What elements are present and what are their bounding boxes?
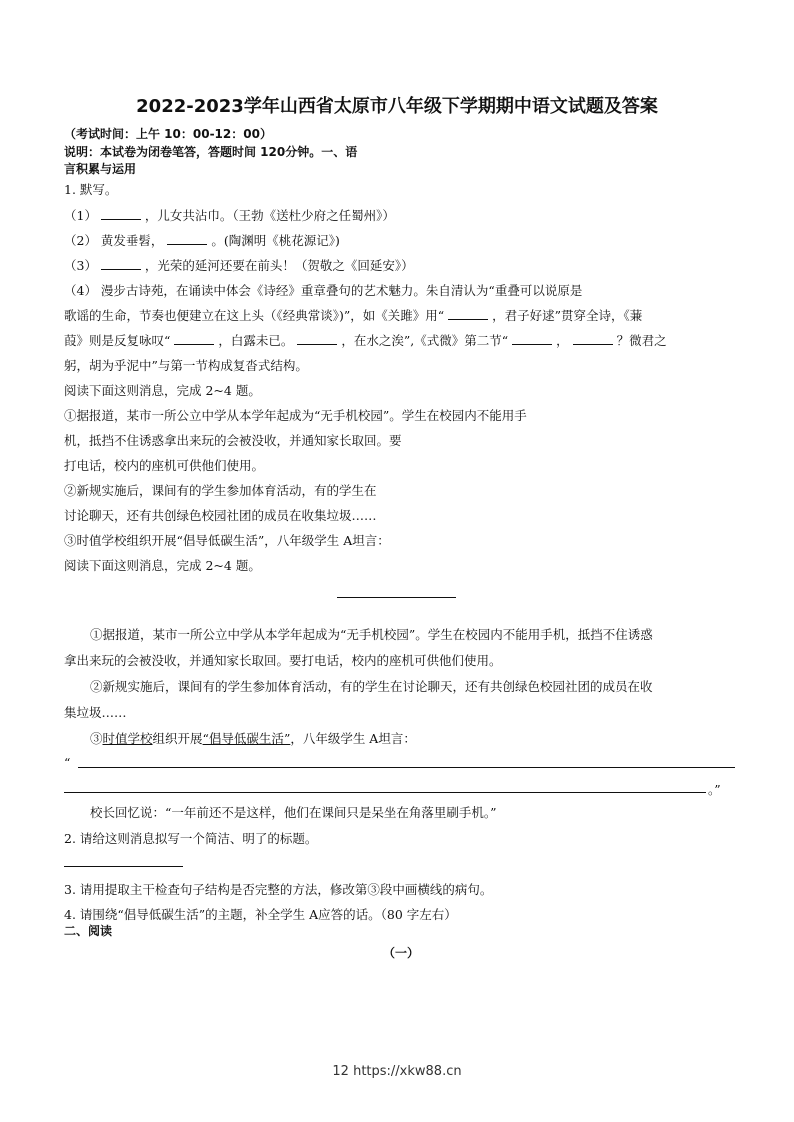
paragraph-1-line-1: ①据报道，某市一所公立中学从本学年起成为“无手机校园”。学生在校园内不能用手 [64,408,527,423]
question-1-item-4-line-4: 躬，胡为乎泥中”与第一节构成复沓式结构。 [64,358,308,373]
question-2: 2. 请给这则消息拟写一个简洁、明了的标题。 [64,831,318,846]
question-1-item-4-line-1: （4） 漫步古诗苑，在诵读中体会《诗经》重章叠句的艺术魅力。朱自清认为“重叠可以说原是 [64,283,583,298]
question-1-item-3 [64,256,414,274]
paragraph-3-line-1: ③时值学校组织开展“倡导低碳生活”，八年级学生 A坦言： [64,533,390,548]
item-2-prefix: （2） 黄发垂髫， [64,233,164,248]
item-3-prefix: （3） [64,258,97,273]
item-4-text: ，君子好逑”贯穿全诗，《蒹 [492,308,643,323]
question-1-item-2 [64,231,340,249]
item-2-suffix: 。(陶渊明《桃花源记》) [211,233,340,248]
question-1-head: 1. 默写。 [64,182,118,197]
item-4-text: ？微君之 [616,333,667,348]
item-4-text: ，在水之涘”,《式微》第二节“ [341,333,509,348]
section-2-heading: 二、阅读 [64,924,113,938]
page-title: 2022-2023学年山西省太原市八年级下学期期中语文试题及答案 [136,96,658,117]
question-1-item-4-line-3 [64,331,667,349]
exam-time: （考试时间：上午 10：00-12：00） [64,127,272,141]
reading-intro: 阅读下面这则消息，完成 2~4 题。 [64,383,261,398]
answer-line-2[interactable] [64,792,706,793]
item-1-suffix: ，儿女共沾巾。（王勃《送杜少府之任蜀州》） [144,208,395,223]
fill-blank[interactable] [573,332,613,345]
paragraph-3-text: ，八年级学生 A坦言： [290,731,416,746]
body-paragraph-3 [90,729,416,747]
item-1-prefix: （1） [64,208,97,223]
page-footer: 12 https://xkw88.cn [332,1064,462,1079]
paragraph-1-line-2: 机，抵挡不住诱惑拿出来玩的会被没收，并通知家长取回。要 [64,433,402,448]
item-4-text: 葭》则是反复咏叹“ [64,333,171,348]
close-quote: 。” [708,782,721,797]
question-4: 4. 请围绕“倡导低碳生活”的主题，补全学生 A应答的话。（80 字左右） [64,907,457,922]
item-4-text: 歌谣的生命，节奏也便建立在这上头（《经典常谈》)”，如《关雎》用“ [64,308,445,323]
underlined-phrase: 时值学校 [102,731,153,746]
paragraph-1-line-3: 打电话，校内的座机可供他们使用。 [64,458,265,473]
question-1-item-4-line-2 [64,306,642,324]
open-quote: “ [64,755,71,770]
item-3-suffix: ，光荣的延河还要在前头！（贺敬之《回延安》） [144,258,414,273]
body-paragraph-1-line-2: 拿出来玩的会被没收，并通知家长取回。要打电话，校内的座机可供他们使用。 [64,653,502,668]
fill-blank[interactable] [448,307,488,320]
exam-note-line-1: 说明：本试卷为闭卷笔答，答题时间 120分钟。一、语 [64,145,358,159]
fill-blank[interactable] [167,232,207,245]
answer-line-1[interactable] [78,767,735,768]
paragraph-2-line-2: 讨论聊天，还有共创绿色校园社团的成员在收集垃圾…… [64,508,377,523]
headline-answer-line[interactable] [337,597,456,598]
body-paragraph-1-line-1: ①据报道，某市一所公立中学从本学年起成为“无手机校园”。学生在校园内不能用手机，抵挡不住诱惑 [90,627,653,642]
fill-blank[interactable] [101,207,141,220]
question-3: 3. 请用提取主干检查句子结构是否完整的方法，修改第③段中画横线的病句。 [64,882,493,897]
fill-blank[interactable] [101,257,141,270]
question-2-answer-line[interactable] [64,866,183,867]
body-paragraph-2-line-2: 集垃圾…… [64,705,127,720]
principal-quote: 校长回忆说：“一年前还不是这样，他们在课间只是呆坐在角落里刷手机。” [90,805,497,820]
paragraph-2-line-1: ②新规实施后，课间有的学生参加体育活动，有的学生在 [64,483,377,498]
underlined-phrase: “倡导低碳生活” [202,731,291,746]
fill-blank[interactable] [512,332,552,345]
section-2-subheading: （一） [383,946,420,960]
item-4-text: ，白露未已。 [218,333,294,348]
item-4-text: ， [556,333,569,348]
fill-blank[interactable] [174,332,214,345]
reading-intro-repeat: 阅读下面这则消息，完成 2~4 题。 [64,558,261,573]
body-paragraph-2-line-1: ②新规实施后，课间有的学生参加体育活动，有的学生在讨论聊天，还有共创绿色校园社团的成员在收 [90,679,653,694]
fill-blank[interactable] [297,332,337,345]
exam-note-line-2: 言积累与运用 [64,162,137,176]
paragraph-3-marker: ③ [90,731,103,746]
question-1-item-1 [64,206,395,224]
paragraph-3-text: 组织开展 [152,731,203,746]
